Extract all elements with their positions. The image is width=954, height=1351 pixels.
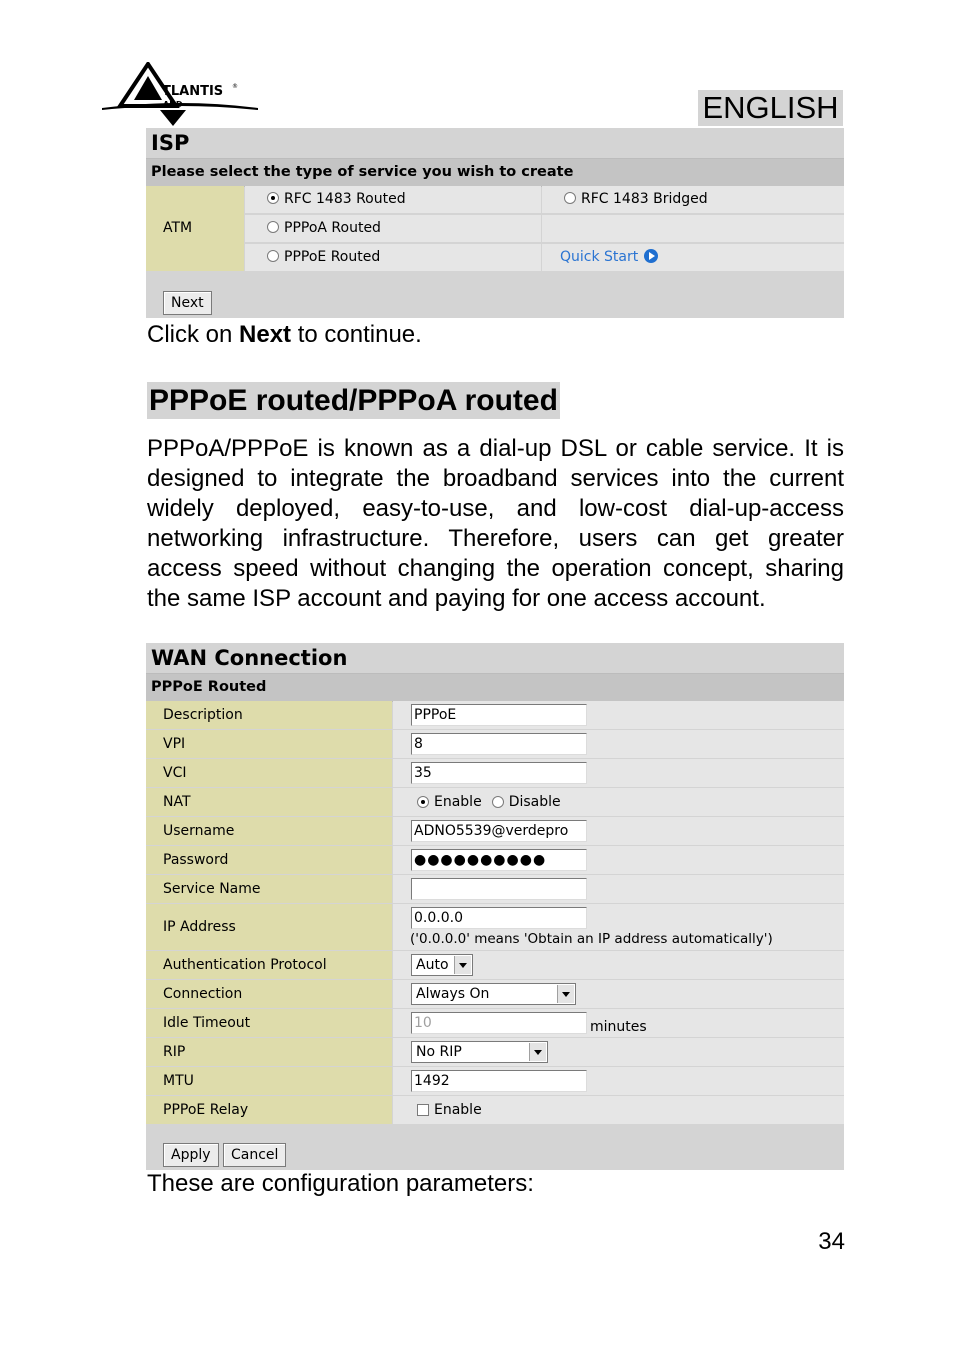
row-nat: NAT Enable Disable: [146, 788, 844, 817]
dropdown-arrow-icon[interactable]: [454, 956, 471, 974]
svg-text:AND: AND: [163, 100, 183, 109]
row-idle-timeout: Idle Timeout 10 minutes: [146, 1009, 844, 1038]
radio-pppoa-routed[interactable]: [267, 221, 279, 233]
description-input[interactable]: PPPoE: [411, 704, 587, 726]
row-pppoe-relay: PPPoE Relay Enable: [146, 1096, 844, 1125]
pppoe-relay-checkbox[interactable]: [417, 1104, 429, 1116]
arrow-right-circle-icon[interactable]: [644, 249, 658, 263]
radio-rfc1483-routed[interactable]: [267, 192, 279, 204]
dropdown-arrow-icon[interactable]: [557, 985, 574, 1003]
service-name-input[interactable]: [411, 878, 587, 900]
password-input[interactable]: ●●●●●●●●●●: [411, 849, 587, 871]
click-next-instruction: Click on Next to continue.: [147, 321, 422, 348]
cancel-button[interactable]: Cancel: [223, 1143, 286, 1167]
connection-select[interactable]: Always On: [411, 983, 576, 1005]
option-pppoe-routed[interactable]: PPPoE Routed: [245, 244, 541, 271]
isp-title: ISP: [146, 128, 844, 159]
row-auth-protocol: Authentication Protocol Auto: [146, 951, 844, 980]
wan-subtitle: PPPoE Routed: [146, 674, 844, 702]
svg-text:TLANTIS: TLANTIS: [162, 84, 224, 99]
wan-title: WAN Connection: [146, 643, 844, 674]
config-parameters-text: These are configuration parameters:: [147, 1170, 534, 1197]
row-rip: RIP No RIP: [146, 1038, 844, 1067]
row-ip-address: IP Address 0.0.0.0 ('0.0.0.0' means 'Obtain an IP address automatically'): [146, 904, 844, 951]
auth-protocol-select[interactable]: Auto: [411, 954, 473, 976]
option-pppoa-routed[interactable]: PPPoA Routed: [245, 215, 541, 242]
wan-connection-panel: [146, 643, 844, 1170]
radio-rfc1483-bridged[interactable]: [564, 192, 576, 204]
vpi-input[interactable]: 8: [411, 733, 587, 755]
svg-text:®: ®: [232, 83, 238, 90]
description-paragraph: PPPoA/PPPoE is known as a dial-up DSL or cable service. It is designed to integrate the broadband services into the current widely deployed, easy-to-use, and low-cost dial-up-access networking infrastructure. Therefore, users can get greater access speed without changing the operation concept, sharing the same ISP account and paying for one access account.: [147, 435, 844, 612]
ip-address-input[interactable]: 0.0.0.0: [411, 907, 587, 929]
username-input[interactable]: ADNO5539@verdepro: [411, 820, 587, 842]
row-vci: VCI 35: [146, 759, 844, 788]
next-button[interactable]: Next: [163, 291, 212, 315]
idle-timeout-unit: minutes: [590, 1019, 647, 1035]
option-rfc1483-bridged[interactable]: RFC 1483 Bridged: [542, 186, 844, 213]
isp-panel: [146, 128, 844, 318]
row-service-name: Service Name: [146, 875, 844, 904]
row-username: Username ADNO5539@verdepro: [146, 817, 844, 846]
apply-button[interactable]: Apply: [163, 1143, 219, 1167]
row-connection: Connection Always On: [146, 980, 844, 1009]
idle-timeout-input[interactable]: 10: [411, 1012, 587, 1034]
section-heading: PPPoE routed/PPPoA routed: [149, 384, 558, 417]
atlantis-logo: [100, 62, 260, 130]
ip-address-note: ('0.0.0.0' means 'Obtain an IP address automatically'): [410, 931, 773, 947]
mtu-input[interactable]: 1492: [411, 1070, 587, 1092]
page-number: 34: [818, 1228, 845, 1255]
isp-subtitle: Please select the type of service you wish to create: [146, 159, 844, 187]
row-mtu: MTU 1492: [146, 1067, 844, 1096]
atm-label: ATM: [146, 186, 244, 271]
language-label: ENGLISH: [698, 90, 843, 126]
row-description: Description PPPoE: [146, 701, 844, 730]
quick-start-link[interactable]: Quick Start: [542, 244, 844, 271]
row-password: Password ●●●●●●●●●●: [146, 846, 844, 875]
rip-select[interactable]: No RIP: [411, 1041, 548, 1063]
empty-cell: [542, 215, 844, 242]
vci-input[interactable]: 35: [411, 762, 587, 784]
row-vpi: VPI 8: [146, 730, 844, 759]
dropdown-arrow-icon[interactable]: [529, 1043, 546, 1061]
nat-enable-radio[interactable]: [417, 796, 429, 808]
nat-disable-radio[interactable]: [492, 796, 504, 808]
option-rfc1483-routed[interactable]: RFC 1483 Routed: [245, 186, 541, 213]
radio-pppoe-routed[interactable]: [267, 250, 279, 262]
